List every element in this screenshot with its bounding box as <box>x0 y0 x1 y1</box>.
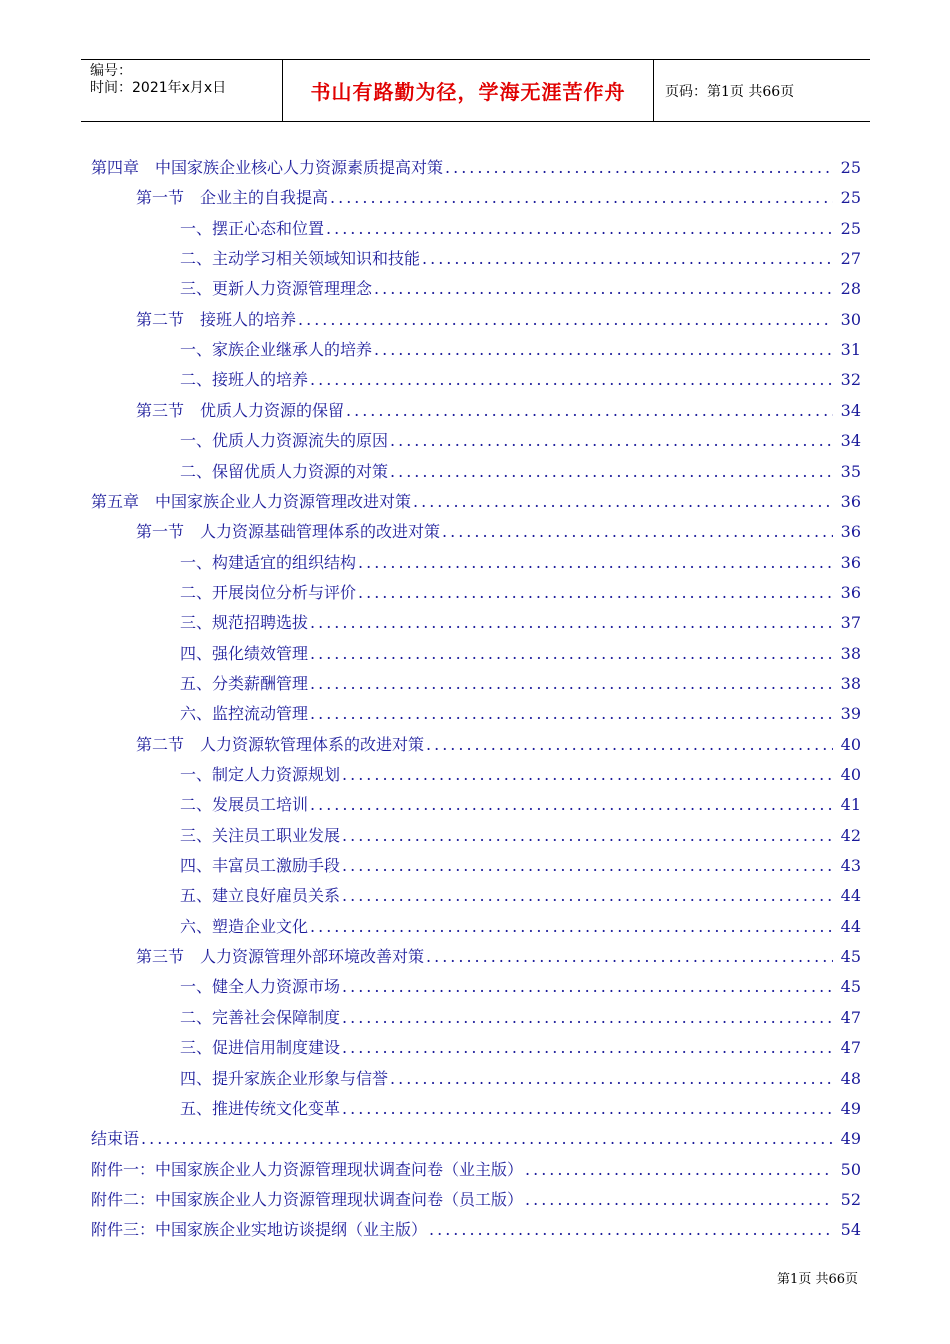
toc-leader-dots <box>340 886 833 906</box>
footer-page-label: 第1页 共66页 <box>777 1272 858 1287</box>
toc-leader-dots <box>411 492 833 512</box>
toc-entry-title: 二、开展岗位分析与评价 <box>180 583 357 602</box>
toc-entry[interactable] <box>180 245 861 269</box>
toc-entry[interactable] <box>91 1216 861 1240</box>
toc-leader-dots <box>424 735 833 755</box>
toc-entry-page: 36 <box>840 583 861 602</box>
toc-entry[interactable] <box>180 336 861 360</box>
toc-entry[interactable] <box>136 731 861 755</box>
toc-entry-page: 31 <box>840 340 861 359</box>
toc-leader-dots <box>308 370 833 390</box>
toc-leader-dots <box>340 856 833 876</box>
toc-entry-title: 一、优质人力资源流失的原因 <box>180 431 389 450</box>
toc-leader-dots <box>344 401 833 421</box>
toc-entry-title: 二、完善社会保障制度 <box>180 1008 341 1027</box>
toc-entry-page: 25 <box>840 188 861 207</box>
toc-entry-page: 36 <box>840 553 861 572</box>
toc-entry-title: 四、强化绩效管理 <box>180 644 309 663</box>
toc-entry-title: 二、接班人的培养 <box>180 370 309 389</box>
toc-entry-page: 28 <box>840 279 861 298</box>
toc-entry-title: 附件三：中国家族企业实地访谈提纲（业主版） <box>91 1220 428 1239</box>
toc-leader-dots <box>308 613 833 633</box>
toc-leader-dots <box>443 158 833 178</box>
toc-entry-page: 32 <box>840 370 861 389</box>
toc-entry-title: 一、健全人力资源市场 <box>180 977 341 996</box>
toc-entry-title: 结束语 <box>91 1129 140 1148</box>
toc-entry-title: 三、更新人力资源管理理念 <box>180 279 373 298</box>
toc-entry[interactable] <box>180 1065 861 1089</box>
toc-leader-dots <box>440 522 833 542</box>
toc-entry-page: 27 <box>840 249 861 268</box>
toc-entry-page: 34 <box>840 401 861 420</box>
toc-entry[interactable] <box>180 791 861 815</box>
toc-leader-dots <box>308 704 833 724</box>
serial-label: 编号： <box>90 63 132 79</box>
toc-entry-title: 第二节 接班人的培养 <box>136 310 297 329</box>
toc-leader-dots <box>308 644 833 664</box>
toc-entry[interactable] <box>180 670 861 694</box>
toc-entry-title: 一、摆正心态和位置 <box>180 219 325 238</box>
toc-entry[interactable] <box>91 1125 861 1149</box>
page-header <box>81 59 870 122</box>
toc-entry-page: 25 <box>840 158 861 177</box>
toc-entry-page: 30 <box>840 310 861 329</box>
toc-entry[interactable] <box>91 154 861 178</box>
toc-entry[interactable] <box>180 275 861 299</box>
toc-entry-title: 第一节 人力资源基础管理体系的改进对策 <box>136 522 441 541</box>
date-label: 时间：2021年x月x日 <box>90 80 227 96</box>
toc-entry[interactable] <box>180 427 861 451</box>
toc-entry-page: 36 <box>840 522 861 541</box>
toc-entry-title: 四、提升家族企业形象与信誉 <box>180 1069 389 1088</box>
toc-entry-title: 二、保留优质人力资源的对策 <box>180 462 389 481</box>
toc-entry[interactable] <box>180 609 861 633</box>
toc-leader-dots <box>340 977 833 997</box>
toc-entry-title: 第四章 中国家族企业核心人力资源素质提高对策 <box>91 158 444 177</box>
toc-entry-page: 47 <box>840 1008 861 1027</box>
toc-leader-dots <box>139 1129 833 1149</box>
toc-entry[interactable] <box>136 397 861 421</box>
toc-entry-title: 附件二：中国家族企业人力资源管理现状调查问卷（员工版） <box>91 1190 524 1209</box>
toc-entry-title: 第二节 人力资源软管理体系的改进对策 <box>136 735 425 754</box>
toc-entry-title: 五、建立良好雇员关系 <box>180 886 341 905</box>
toc-leader-dots <box>372 279 833 299</box>
toc-leader-dots <box>388 1069 833 1089</box>
toc-entry-page: 42 <box>840 826 861 845</box>
toc-entry[interactable] <box>180 215 861 239</box>
toc-entry-title: 二、主动学习相关领域知识和技能 <box>180 249 421 268</box>
toc-leader-dots <box>340 1038 833 1058</box>
toc-entry-page: 34 <box>840 431 861 450</box>
toc-entry-page: 50 <box>840 1160 861 1179</box>
toc-entry-page: 35 <box>840 462 861 481</box>
toc-entry-page: 54 <box>840 1220 861 1239</box>
toc-entry[interactable] <box>180 1095 861 1119</box>
toc-entry-page: 25 <box>840 219 861 238</box>
toc-entry[interactable] <box>91 1156 861 1180</box>
toc-entry-page: 47 <box>840 1038 861 1057</box>
toc-entry-page: 38 <box>840 644 861 663</box>
toc-entry[interactable] <box>136 518 861 542</box>
toc-entry[interactable] <box>91 1186 861 1210</box>
toc-entry[interactable] <box>180 882 861 906</box>
toc-entry-page: 37 <box>840 613 861 632</box>
toc-entry-page: 44 <box>840 917 861 936</box>
toc-entry[interactable] <box>180 913 861 937</box>
toc-leader-dots <box>340 1099 833 1119</box>
toc-entry[interactable] <box>180 852 861 876</box>
toc-entry-page: 38 <box>840 674 861 693</box>
toc-leader-dots <box>523 1160 833 1180</box>
toc-entry-page: 40 <box>840 765 861 784</box>
toc-entry-title: 第五章 中国家族企业人力资源管理改进对策 <box>91 492 412 511</box>
toc-leader-dots <box>356 553 833 573</box>
toc-entry-title: 六、塑造企业文化 <box>180 917 309 936</box>
toc-leader-dots <box>324 219 833 239</box>
toc-leader-dots <box>356 583 833 603</box>
toc-leader-dots <box>308 674 833 694</box>
toc-entry-page: 52 <box>840 1190 861 1209</box>
toc-entry[interactable] <box>180 822 861 846</box>
toc-leader-dots <box>420 249 833 269</box>
toc-entry-title: 第三节 优质人力资源的保留 <box>136 401 345 420</box>
toc-entry[interactable] <box>180 761 861 785</box>
toc-entry[interactable] <box>180 458 861 482</box>
toc-entry-title: 一、家族企业继承人的培养 <box>180 340 373 359</box>
toc-leader-dots <box>388 431 833 451</box>
toc-entry-title: 第一节 企业主的自我提高 <box>136 188 329 207</box>
toc-entry[interactable] <box>180 640 861 664</box>
toc-leader-dots <box>424 947 833 967</box>
toc-entry-page: 43 <box>840 856 861 875</box>
toc-entry-title: 第三节 人力资源管理外部环境改善对策 <box>136 947 425 966</box>
toc-leader-dots <box>340 1008 833 1028</box>
toc-entry-page: 49 <box>840 1099 861 1118</box>
toc-entry-page: 49 <box>840 1129 861 1148</box>
toc-entry-page: 44 <box>840 886 861 905</box>
toc-leader-dots <box>427 1220 833 1240</box>
toc-entry-title: 三、促进信用制度建设 <box>180 1038 341 1057</box>
header-motto: 书山有路勤为径，学海无涯苦作舟 <box>282 60 654 121</box>
toc-entry-title: 五、分类薪酬管理 <box>180 674 309 693</box>
toc-entry[interactable] <box>180 579 861 603</box>
toc-leader-dots <box>340 826 833 846</box>
toc-entry-page: 39 <box>840 704 861 723</box>
toc-leader-dots <box>340 765 833 785</box>
toc-entry-page: 45 <box>840 947 861 966</box>
toc-entry-title: 一、制定人力资源规划 <box>180 765 341 784</box>
toc-entry-title: 五、推进传统文化变革 <box>180 1099 341 1118</box>
toc-entry-page: 36 <box>840 492 861 511</box>
toc-leader-dots <box>523 1190 833 1210</box>
toc-entry[interactable] <box>136 943 861 967</box>
toc-leader-dots <box>328 188 833 208</box>
toc-entry-page: 41 <box>840 795 861 814</box>
header-page-label: 页码：第1页 共66页 <box>665 83 795 100</box>
toc-entry[interactable] <box>136 184 861 208</box>
header-meta <box>81 60 282 124</box>
toc-leader-dots <box>388 462 833 482</box>
toc-entry[interactable] <box>180 1034 861 1058</box>
toc-entry-page: 45 <box>840 977 861 996</box>
toc-entry-title: 一、构建适宜的组织结构 <box>180 553 357 572</box>
toc-leader-dots <box>308 917 833 937</box>
toc-leader-dots <box>372 340 833 360</box>
toc-leader-dots <box>308 795 833 815</box>
toc-entry-title: 四、丰富员工激励手段 <box>180 856 341 875</box>
toc-entry-title: 三、规范招聘选拔 <box>180 613 309 632</box>
toc-entry-title: 附件一：中国家族企业人力资源管理现状调查问卷（业主版） <box>91 1160 524 1179</box>
toc-entry[interactable] <box>136 306 861 330</box>
toc-entry[interactable] <box>180 1004 861 1028</box>
toc-entry[interactable] <box>91 488 861 512</box>
toc-entry-title: 二、发展员工培训 <box>180 795 309 814</box>
toc-entry-page: 48 <box>840 1069 861 1088</box>
toc-entry[interactable] <box>180 549 861 573</box>
toc-entry-title: 六、监控流动管理 <box>180 704 309 723</box>
toc-entry-title: 三、关注员工职业发展 <box>180 826 341 845</box>
toc-entry[interactable] <box>180 700 861 724</box>
toc-entry[interactable] <box>180 366 861 390</box>
toc-entry-page: 40 <box>840 735 861 754</box>
toc-leader-dots <box>296 310 833 330</box>
toc-entry[interactable] <box>180 973 861 997</box>
